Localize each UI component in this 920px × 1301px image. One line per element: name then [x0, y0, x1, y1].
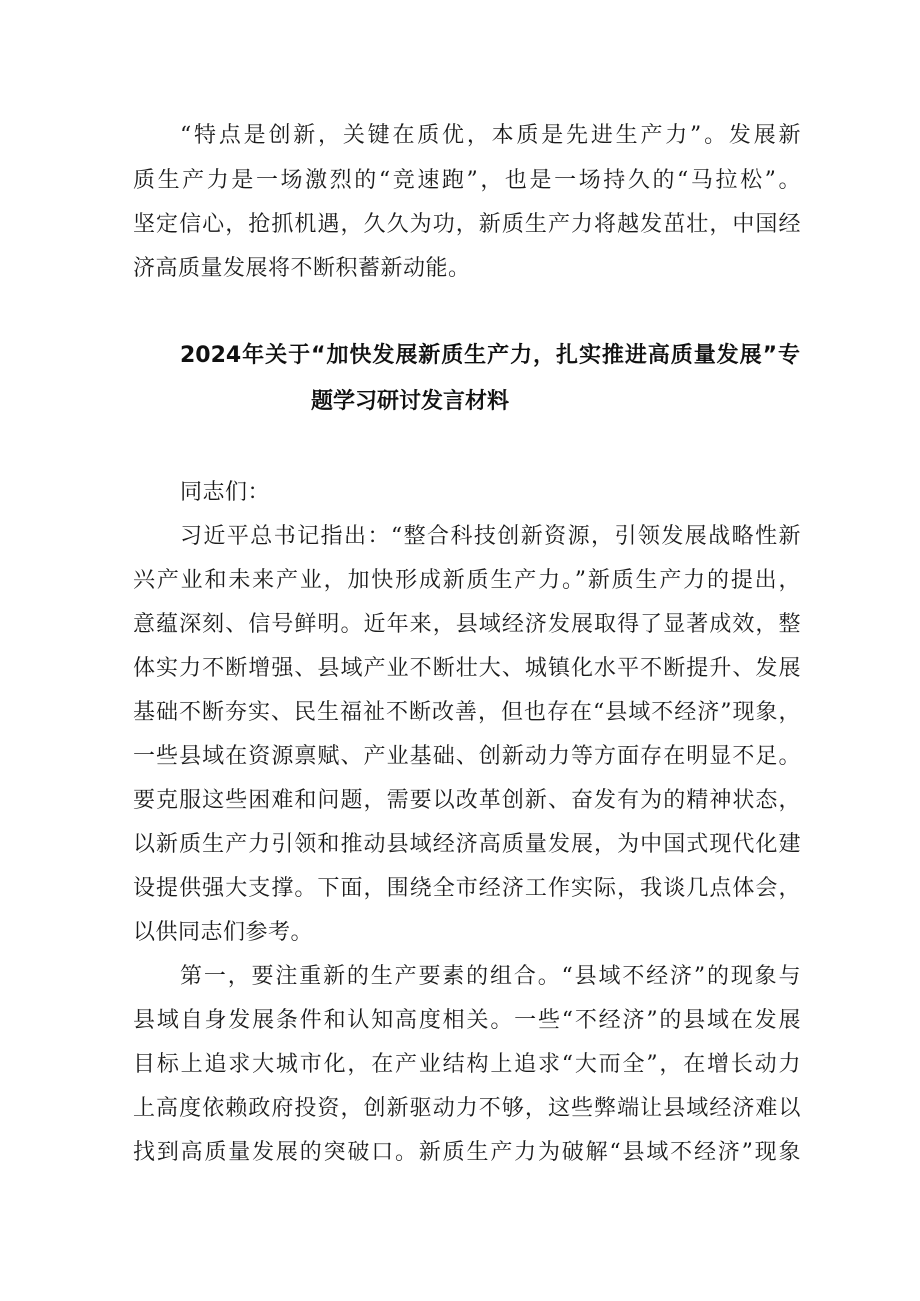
salutation: 同志们： — [180, 480, 271, 505]
paragraph-1-line: 一些县域在资源禀赋、产业基础、创新动力等方面存在明显不足。 — [133, 744, 801, 769]
top-paragraph-line: 济高质量发展将不断积蓄新动能。 — [133, 256, 471, 281]
paragraph-2-line: 找到高质量发展的突破口。新质生产力为破解“县域不经济”现象 — [133, 1140, 801, 1165]
paragraph-1-line: 意蕴深刻、信号鲜明。近年来，县域经济发展取得了显著成效，整 — [133, 612, 801, 637]
document-title-line: 题学习研讨发言材料 — [311, 389, 510, 414]
paragraph-2-line: 上高度依赖政府投资，创新驱动力不够，这些弊端让县域经济难以 — [133, 1096, 801, 1121]
paragraph-1-line: 以供同志们参考。 — [133, 920, 314, 945]
paragraph-2-line: 县域自身发展条件和认知高度相关。一些“不经济”的县域在发展 — [133, 1008, 801, 1033]
paragraph-1-line: 兴产业和未来产业，加快形成新质生产力。”新质生产力的提出， — [133, 568, 801, 593]
paragraph-1-line: 设提供强大支撑。下面，围绕全市经济工作实际，我谈几点体会， — [133, 876, 801, 901]
top-paragraph-line: “特点是创新，关键在质优，本质是先进生产力”。发展新 — [180, 123, 801, 148]
paragraph-1-line: 以新质生产力引领和推动县域经济高质量发展，为中国式现代化建 — [133, 832, 801, 857]
paragraph-2-line: 目标上追求大城市化，在产业结构上追求“大而全”，在增长动力 — [133, 1052, 801, 1077]
paragraph-2-line: 第一，要注重新的生产要素的组合。“县域不经济”的现象与 — [180, 964, 801, 989]
paragraph-1-line: 要克服这些困难和问题，需要以改革创新、奋发有为的精神状态， — [133, 788, 801, 813]
top-paragraph-line: 质生产力是一场激烈的“竞速跑”，也是一场持久的“马拉松”。 — [133, 168, 801, 193]
paragraph-1-line: 习近平总书记指出：“整合科技创新资源，引领发展战略性新 — [180, 524, 801, 549]
top-paragraph-line: 坚定信心，抢抓机遇，久久为功，新质生产力将越发茁壮，中国经 — [133, 212, 801, 237]
paragraph-1-line: 体实力不断增强、县域产业不断壮大、城镇化水平不断提升、发展 — [133, 656, 801, 681]
document-title-line: 2024年关于“加快发展新质生产力，扎实推进高质量发展”专 — [180, 343, 800, 368]
paragraph-1-line: 基础不断夯实、民生福祉不断改善，但也存在“县域不经济”现象， — [133, 700, 801, 725]
